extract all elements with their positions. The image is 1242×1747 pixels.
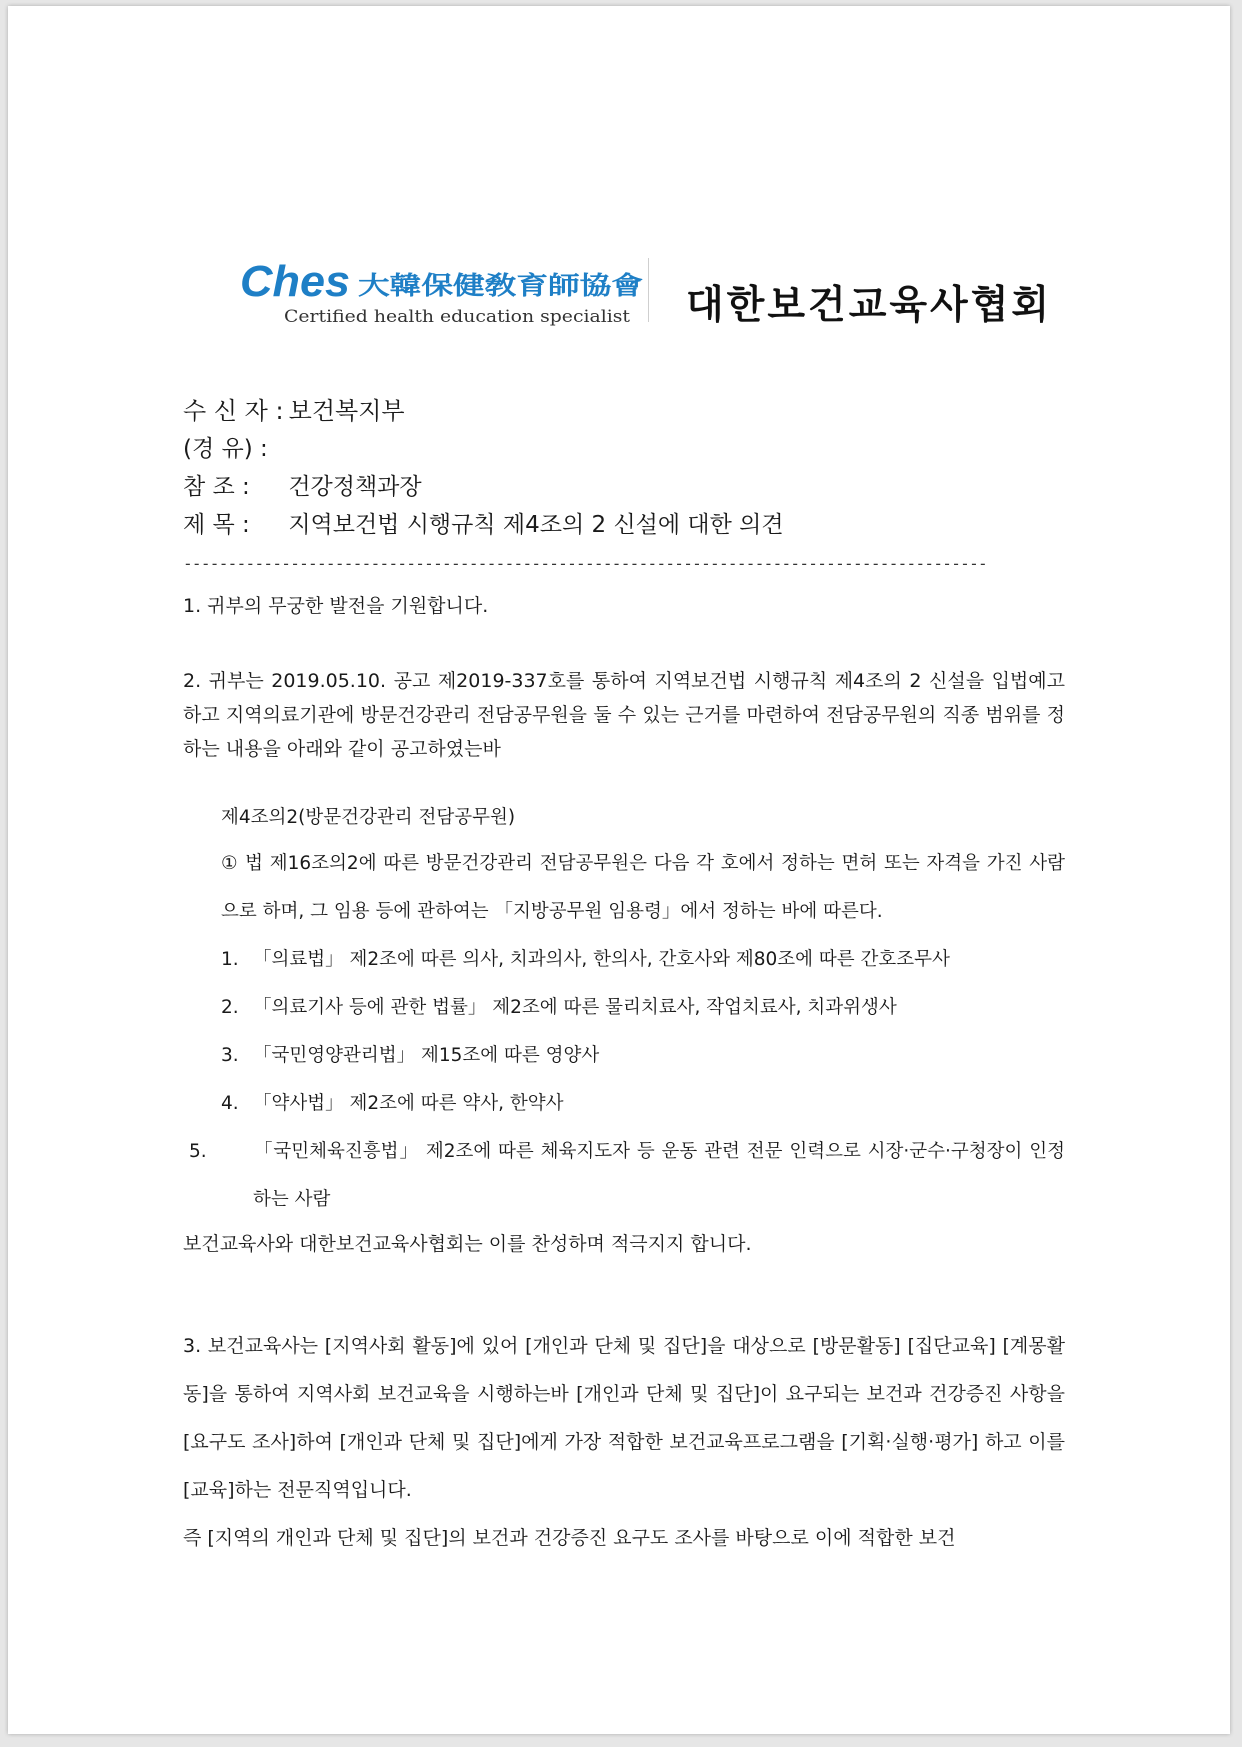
ches-logo-graphic	[238, 256, 646, 328]
logo-divider	[648, 258, 649, 322]
field-value: 지역보건법 시행규칙 제4조의 2 신설에 대한 의견	[288, 512, 784, 538]
item-text: 「약사법」 제2조에 따른 약사, 한약사	[253, 1093, 564, 1114]
item-number: 4.	[221, 1093, 239, 1114]
field-label: 참 조 :	[183, 474, 250, 500]
svg-text:Certified health education spe: Certified health education specialist	[284, 307, 631, 327]
regulation-title: 제4조의2(방문건강관리 전담공무원)	[221, 807, 516, 828]
document-page	[8, 6, 1230, 1734]
svg-text:Ches: Ches	[240, 257, 350, 306]
separator-line: ------------------------------------------------------------------------------------------	[183, 554, 987, 573]
regulation-item	[221, 936, 1065, 984]
item-text: 「의료법」 제2조에 따른 의사, 치과의사, 한의사, 간호사와 제80조에 따른 간호조무사	[253, 949, 950, 970]
organization-name: 대한보건교육사협회	[686, 282, 1053, 328]
field-value: 건강정책과장	[288, 474, 422, 500]
paragraph-1: 1. 귀부의 무궁한 발전을 기원합니다.	[183, 595, 489, 617]
quoted-regulation	[189, 796, 1065, 1224]
paragraph-4: 즉 [지역의 개인과 단체 및 집단]의 보건과 건강증진 요구도 조사를 바탕으로 이에 적합한 보건	[183, 1527, 956, 1549]
support-statement: 보건교육사와 대한보건교육사협회는 이를 찬성하며 적극지지 합니다.	[183, 1233, 752, 1255]
field-subject	[183, 506, 784, 544]
field-label: 수 신 자 :	[183, 397, 284, 425]
item-number: 2.	[221, 997, 239, 1018]
field-label: 제 목 :	[183, 512, 250, 538]
item-number: 5.	[189, 1141, 207, 1162]
regulation-item	[221, 1080, 1065, 1128]
regulation-item	[189, 1128, 1065, 1224]
header-fields	[183, 392, 784, 544]
svg-text:大韓保健敎育師協會: 大韓保健敎育師協會	[358, 271, 643, 300]
item-text: 「국민영양관리법」 제15조에 따른 영양사	[253, 1045, 600, 1066]
ches-logo	[238, 256, 646, 328]
item-text: 「의료기사 등에 관한 법률」 제2조에 따른 물리치료사, 작업치료사, 치과위생사	[253, 997, 897, 1018]
document-body	[183, 578, 1065, 1562]
field-value: 보건복지부	[288, 397, 405, 425]
item-text: 「국민체육진흥법」 제2조에 따른 체육지도자 등 운동 관련 전문 인력으로 시장·군수·구청장이 인정하는 사람	[253, 1141, 1065, 1210]
item-number: 3.	[221, 1045, 239, 1066]
regulation-item	[221, 984, 1065, 1032]
regulation-item	[221, 1032, 1065, 1080]
field-label: (경 유) :	[183, 436, 268, 462]
letterhead	[238, 256, 1058, 328]
field-via	[183, 430, 784, 468]
regulation-text: ① 법 제16조의2에 따른 방문건강관리 전담공무원은 다음 각 호에서 정하는 면허 또는 자격을 가진 사람으로 하며, 그 임용 등에 관하여는 「지방공무원 임용령」에서 정하는 바에 따른다.	[221, 853, 1065, 922]
paragraph-2: 2. 귀부는 2019.05.10. 공고 제2019-337호를 통하여 지역보건법 시행규칙 제4조의 2 신설을 입법예고하고 지역의료기관에 방문건강관리 전담공무원을 둘 수 있는 근거를 마련하여 전담공무원의 직종 범위를 정하는 내용을 아래와 같이 공고하였는바	[183, 670, 1065, 760]
paragraph-3: 3. 보건교육사는 [지역사회 활동]에 있어 [개인과 단체 및 집단]을 대상으로 [방문활동] [집단교육] [계몽활동]을 통하여 지역사회 보건교육을 시행하는바 [개인과 단체 및 집단]이 요구되는 보건과 건강증진 사항을 [요구도 조사]하여 [개인과 단체 및 집단]에게 가장 적합한 보건교육프로그램을 [기획·실행·평가] 하고 이를 [교육]하는 전문직역입니다.	[183, 1335, 1065, 1501]
field-recipient	[183, 392, 784, 430]
field-reference	[183, 468, 784, 506]
item-number: 1.	[221, 949, 239, 970]
